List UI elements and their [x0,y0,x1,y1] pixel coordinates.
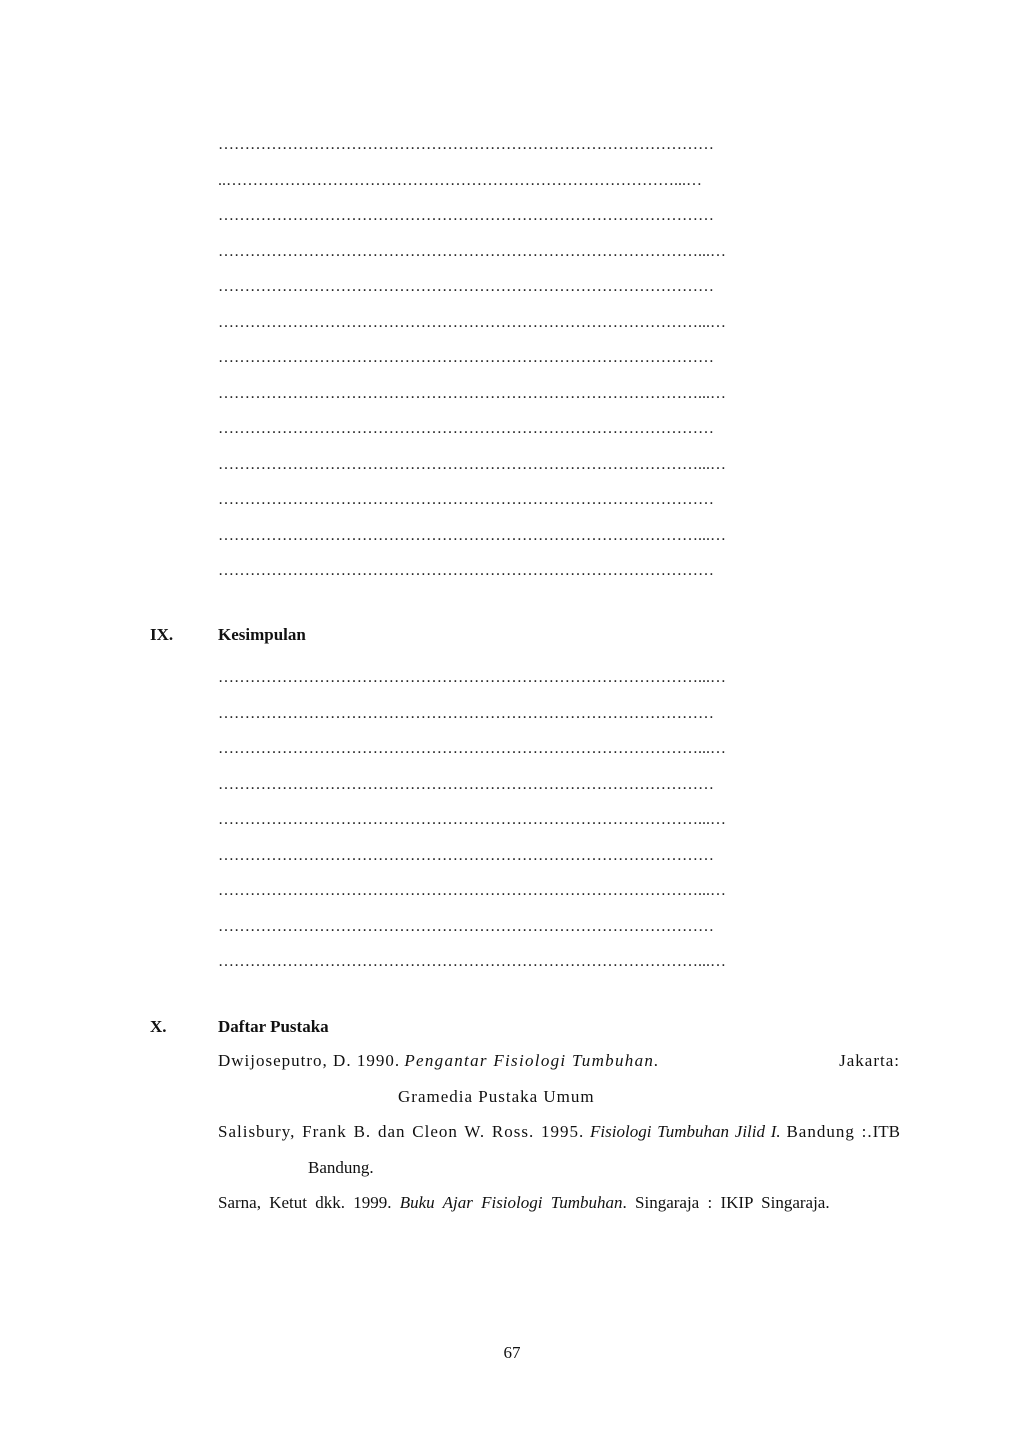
dotted-line: ………………………………………………………………………………… [218,846,714,864]
section-ix-title: Kesimpulan [218,625,306,644]
reference-item [218,1043,900,1114]
dotted-line: ..…………………………………………………………………………...… [218,171,702,189]
reference-place: . Singaraja : IKIP [622,1193,753,1212]
reference-place: Jakarta: [839,1051,900,1070]
dotted-line: ………………………………………………………………………………… [218,207,714,224]
reference-publisher: ITB Bandung. [308,1122,900,1177]
reference-author-year: Dwijoseputro, D. 1990. [218,1051,401,1070]
dotted-line: ………………………………………………………………………………...… [218,313,726,331]
section-x-title: Daftar Pustaka [218,1017,329,1036]
dotted-lines-top [218,127,900,589]
dotted-line: ………………………………………………………………………………...… [218,953,726,970]
page-number: 67 [503,1343,521,1362]
dotted-line: ………………………………………………………………………………… [218,704,714,722]
dotted-line: ………………………………………………………………………………… [218,136,714,153]
section-ix-number: IX. [150,625,174,644]
section-x-heading [0,1017,1024,1041]
dotted-line: ………………………………………………………………………………… [218,420,714,437]
dotted-line: ………………………………………………………………………………...… [218,740,726,757]
reference-author-year: Salisbury, Frank B. dan Cleon W. Ross. 1995. [218,1122,585,1141]
dotted-line: ………………………………………………………………………………… [218,775,714,793]
reference-list [218,1043,900,1221]
dotted-line: ………………………………………………………………………………… [218,917,714,935]
dotted-line: ………………………………………………………………………………… [218,562,714,579]
dotted-line: ………………………………………………………………………………… [218,349,714,366]
reference-title: Buku Ajar Fisiologi Tumbuhan [399,1193,623,1212]
reference-publisher: Gramedia Pustaka Umum [398,1086,595,1106]
dotted-line: ………………………………………………………………………………… [218,491,714,508]
dotted-line: ………………………………………………………………………………...… [218,811,726,828]
section-ix-dotted-lines [218,660,900,980]
section-ix-heading [0,625,1024,649]
reference-author-year: Sarna, Ketut dkk. 1999. [218,1193,392,1212]
dotted-line: ………………………………………………………………………………...… [218,242,726,260]
dotted-line: ………………………………………………………………………………...… [218,669,726,686]
reference-continuation [308,1079,900,1115]
dotted-line: ………………………………………………………………………………...… [218,384,726,402]
reference-first-line [218,1043,900,1079]
dotted-line: ………………………………………………………………………………...… [218,526,726,544]
reference-item [218,1185,900,1221]
dotted-line: ………………………………………………………………………………… [218,278,714,295]
dotted-line: ………………………………………………………………………………...… [218,455,726,473]
section-x-number: X. [150,1017,167,1036]
reference-title: Pengantar Fisiologi Tumbuhan. [404,1051,660,1070]
reference-place: Bandung :. [786,1122,873,1141]
reference-item [218,1114,900,1185]
reference-title: Fisiologi Tumbuhan Jilid I. [590,1122,781,1141]
dotted-line: ………………………………………………………………………………...… [218,882,726,899]
reference-citation [218,1043,660,1079]
reference-publisher: Singaraja. [761,1193,830,1212]
